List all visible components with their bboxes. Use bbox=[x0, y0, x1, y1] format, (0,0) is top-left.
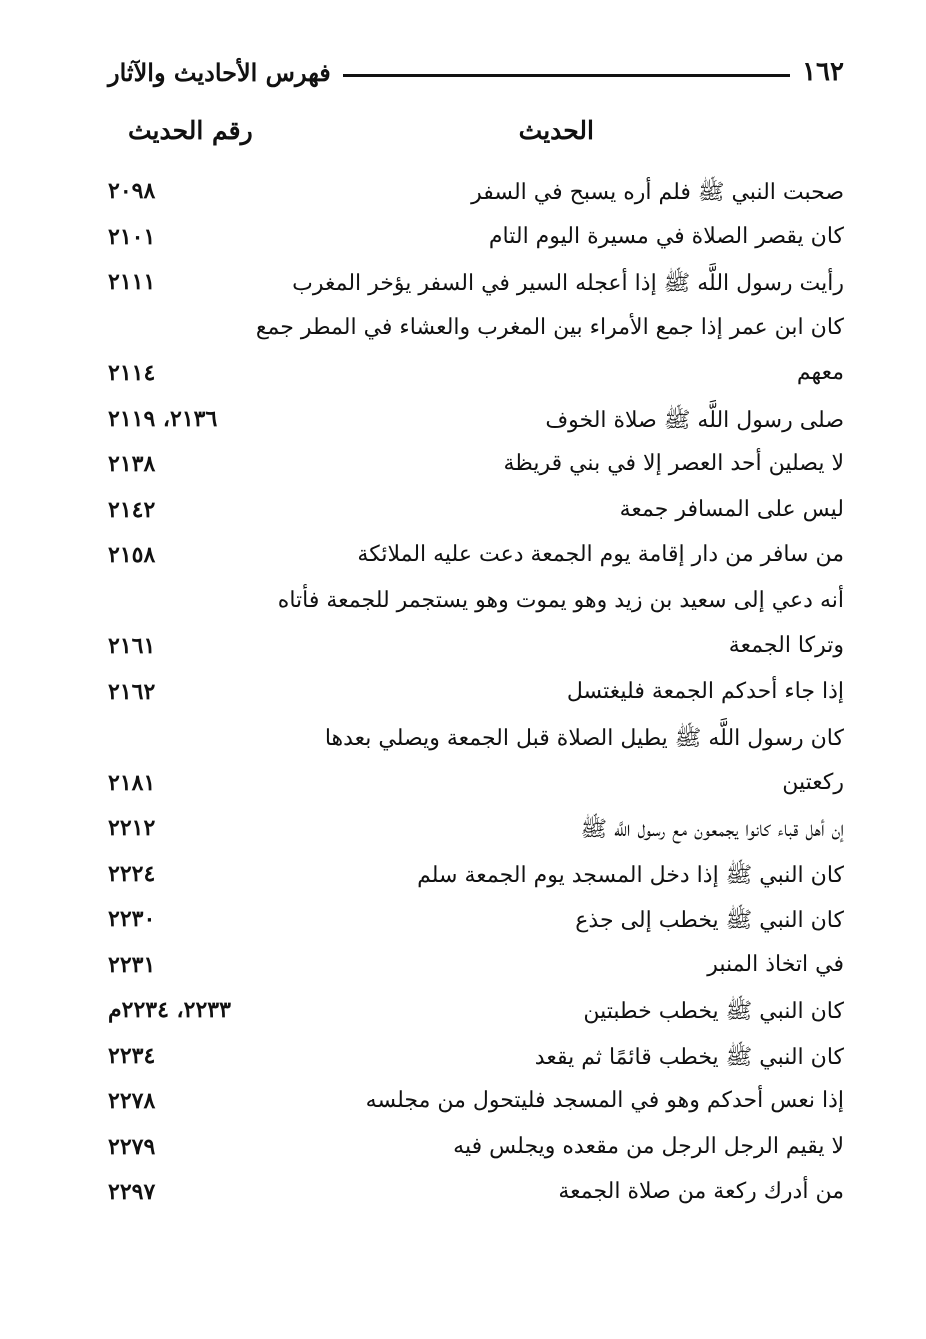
hadith-number: ٢١٠١ bbox=[108, 223, 156, 250]
hadith-number: ٢١١٤ bbox=[108, 360, 156, 386]
column-header-number: رقم الحديث bbox=[128, 116, 253, 145]
index-entry bbox=[108, 493, 844, 539]
hadith-text: لا يصلين أحد العصر إلا في بني قريظة bbox=[503, 451, 844, 476]
hadith-text: ركعتين bbox=[782, 769, 844, 795]
hadith-number: ٢١٣٨ bbox=[108, 451, 156, 477]
hadith-number: ٢٢٣٤ bbox=[108, 1042, 156, 1069]
index-entry bbox=[108, 584, 844, 630]
hadith-text: كان النبي ﷺ يخطب خطبتين bbox=[583, 999, 844, 1024]
hadith-text: رأيت رسول اللَّه ﷺ إذا أعجله السير في السفر يؤخر المغرب bbox=[292, 271, 844, 296]
index-entry bbox=[108, 948, 844, 994]
hadith-text: إن أهل قباء كانوا يجمعون مع رسول اللَّه ﷺ bbox=[580, 817, 844, 842]
index-entry bbox=[108, 993, 844, 1039]
index-entry bbox=[108, 220, 844, 266]
hadith-text: كان يقصر الصلاة في مسيرة اليوم التام bbox=[488, 223, 844, 249]
index-entry bbox=[108, 720, 844, 766]
index-entry bbox=[108, 174, 844, 220]
index-entry bbox=[108, 766, 844, 812]
hadith-number: ٢١٦١ bbox=[108, 633, 156, 659]
index-entry bbox=[108, 629, 844, 675]
hadith-number: ٢٢٧٩ bbox=[108, 1133, 156, 1160]
index-entry bbox=[108, 447, 844, 493]
hadith-text: لا يقيم الرجل الرجل من مقعده ويجلس فيه bbox=[453, 1133, 844, 1159]
header-rule bbox=[343, 74, 790, 77]
index-entry bbox=[108, 675, 844, 721]
index-entry bbox=[108, 811, 844, 857]
hadith-text: معهم bbox=[796, 360, 844, 385]
hadith-text: من أدرك ركعة من صلاة الجمعة bbox=[558, 1179, 844, 1204]
hadith-number: ٢٢١٢ bbox=[108, 815, 156, 841]
hadith-text: كان ابن عمر إذا جمع الأمراء بين المغرب والعشاء في المطر جمع bbox=[255, 314, 844, 340]
index-entry bbox=[108, 902, 844, 948]
index-entry bbox=[108, 402, 844, 448]
index-entry bbox=[108, 1084, 844, 1130]
hadith-text: أنه دعي إلى سعيد بن زيد وهو يموت وهو يستجمر للجمعة فأتاه bbox=[277, 587, 844, 613]
hadith-number: ٢١٤٢ bbox=[108, 496, 156, 523]
hadith-text: صحبت النبي ﷺ فلم أره يسبح في السفر bbox=[471, 180, 844, 205]
hadith-text: كان النبي ﷺ يخطب إلى جذع bbox=[575, 908, 844, 933]
hadith-text: وتركا الجمعة bbox=[728, 633, 844, 658]
index-entry bbox=[108, 857, 844, 903]
index-entry bbox=[108, 1175, 844, 1221]
hadith-text: إذا نعس أحدكم وهو في المسجد فليتحول من مجلسه bbox=[365, 1088, 844, 1113]
page-header bbox=[108, 52, 844, 92]
hadith-number: ٢٢٣١ bbox=[108, 951, 156, 978]
hadith-number: ٢١٨١ bbox=[108, 769, 156, 796]
hadith-text: كان النبي ﷺ إذا دخل المسجد يوم الجمعة سلم bbox=[417, 862, 844, 888]
index-entry bbox=[108, 1039, 844, 1085]
hadith-text: ليس على المسافر جمعة bbox=[619, 496, 844, 522]
index-entry bbox=[108, 311, 844, 357]
hadith-text: صلى رسول اللَّه ﷺ صلاة الخوف bbox=[545, 407, 844, 433]
hadith-number: ٢١٥٨ bbox=[108, 542, 156, 568]
column-header-hadith: الحديث bbox=[518, 116, 594, 145]
hadith-number: ٢١٦٢ bbox=[108, 678, 156, 705]
hadith-number: ٢٢٣٣، ٢٢٣٤م bbox=[108, 997, 231, 1023]
hadith-number: ٢٢٩٧ bbox=[108, 1179, 156, 1205]
hadith-text: كان النبي ﷺ يخطب قائمًا ثم يقعد bbox=[534, 1044, 844, 1070]
hadith-number: ٢١١١ bbox=[108, 269, 156, 295]
index-entry bbox=[108, 265, 844, 311]
hadith-text: كان رسول اللَّه ﷺ يطيل الصلاة قبل الجمعة ويصلي بعدها bbox=[324, 726, 844, 751]
index-entry bbox=[108, 1130, 844, 1176]
hadith-number: ٢٢٣٠ bbox=[108, 906, 156, 932]
index-entry bbox=[108, 538, 844, 584]
running-title: فهرس الأحاديث والآثار bbox=[108, 57, 331, 87]
hadith-text: إذا جاء أحدكم الجمعة فليغتسل bbox=[566, 678, 844, 704]
hadith-number: ٢٢٧٨ bbox=[108, 1088, 156, 1114]
hadith-number: ٢٢٢٤ bbox=[108, 860, 156, 887]
index-entry bbox=[108, 356, 844, 402]
page-number: ١٦٢ bbox=[802, 57, 844, 87]
hadith-number: ٢١٣٦، ٢١١٩ bbox=[108, 405, 218, 432]
hadith-text: في اتخاذ المنبر bbox=[707, 951, 844, 977]
index-entries bbox=[108, 174, 844, 1221]
hadith-text: من سافر من دار إقامة يوم الجمعة دعت عليه الملائكة bbox=[357, 542, 844, 567]
hadith-number: ٢٠٩٨ bbox=[108, 178, 156, 204]
column-headers bbox=[108, 116, 844, 156]
